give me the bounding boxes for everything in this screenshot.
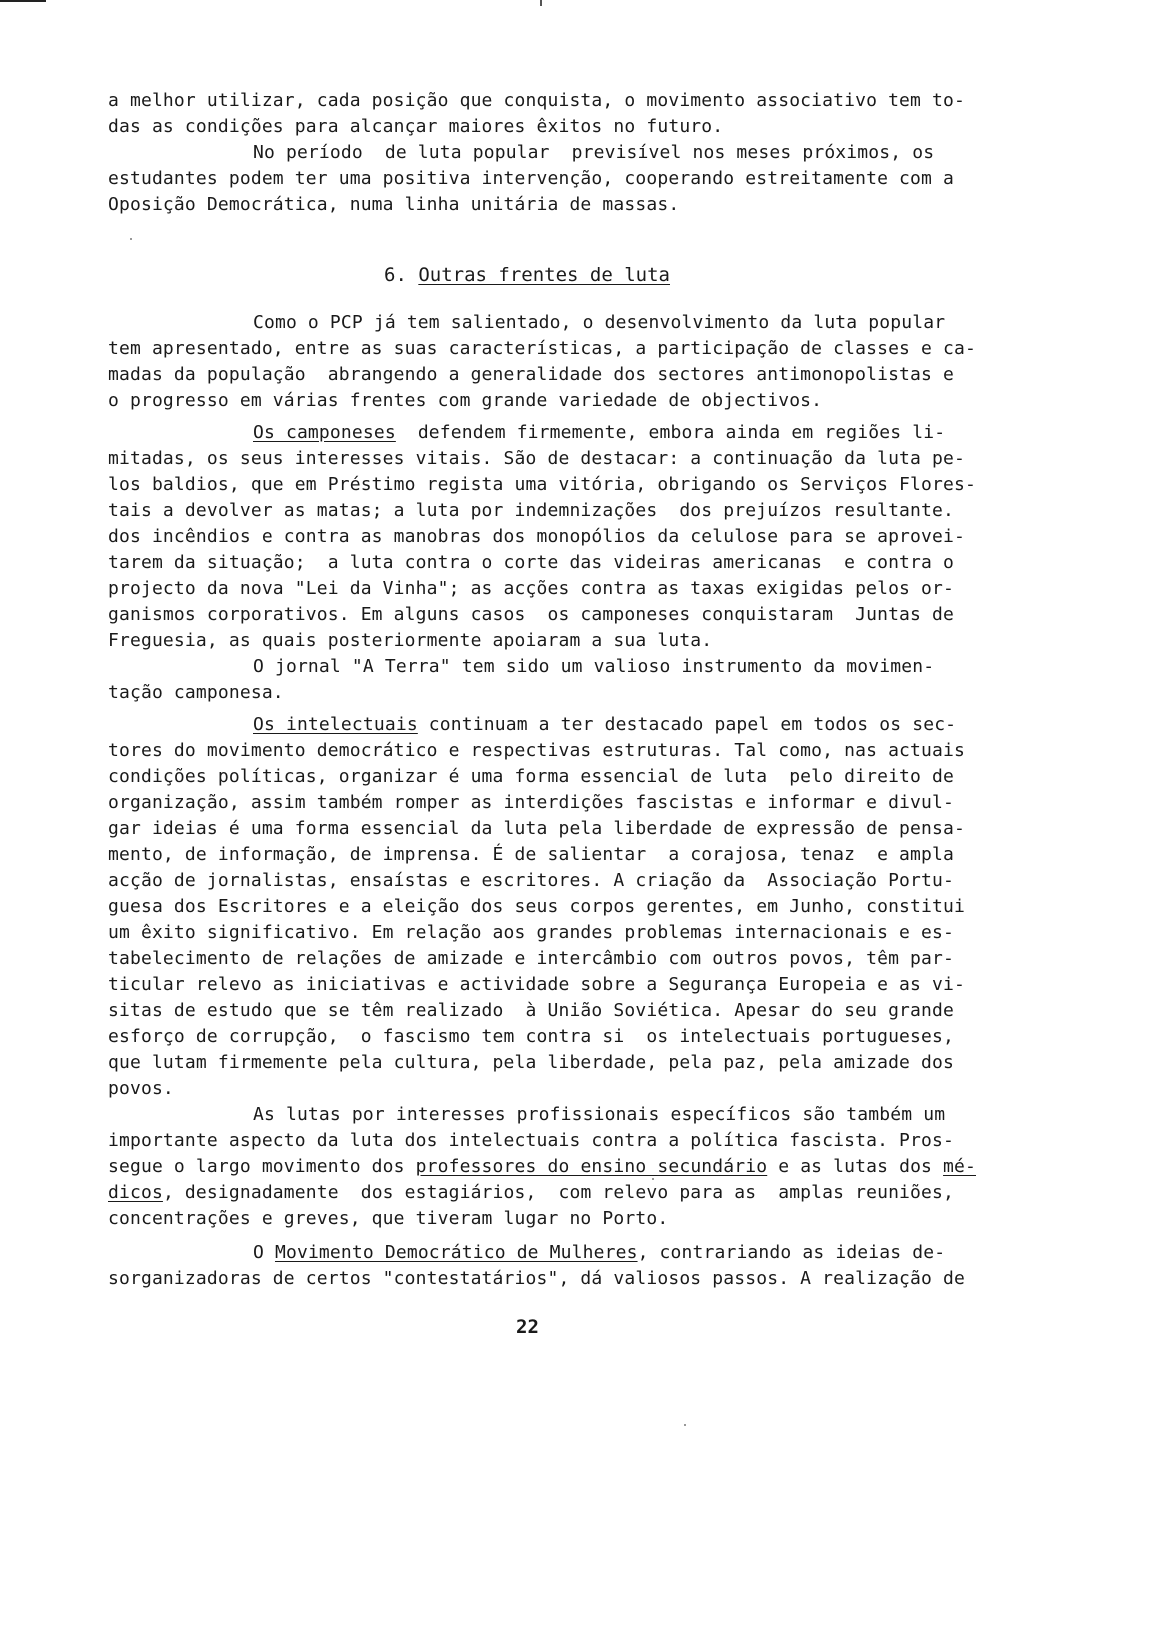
scan-speck (684, 1424, 686, 1426)
text-run: segue o largo movimento dos (108, 1156, 416, 1177)
paragraph-line: Oposição Democrática, numa linha unitária de massas. (108, 194, 680, 215)
paragraph-line: povos. (108, 1078, 174, 1099)
paragraph-line: Freguesia, as quais posteriormente apoiaram a sua luta. (108, 630, 713, 651)
paragraph-line: organização, assim também romper as interdições fascistas e informar e divul- (108, 792, 954, 813)
paragraph-line (253, 420, 968, 446)
paragraph-line: esforço de corrupção, o fascismo tem contra si os intelectuais portugueses, (108, 1026, 954, 1047)
paragraph-line: ticular relevo as iniciativas e actividade sobre a Segurança Europeia e as vi- (108, 974, 965, 995)
paragraph-line: No período de luta popular previsível nos meses próximos, os (253, 142, 935, 163)
paragraph-line: a melhor utilizar, cada posição que conquista, o movimento associativo tem to- (108, 90, 965, 111)
paragraph-line: estudantes podem ter uma positiva intervenção, cooperando estreitamente com a (108, 168, 954, 189)
paragraph-line (108, 1154, 976, 1180)
paragraph-line: madas da população abrangendo a generalidade dos sectores antimonopolistas e (108, 364, 954, 385)
paragraph-line: o progresso em várias frentes com grande variedade de objectivos. (108, 390, 823, 411)
paragraph-line: sorganizadoras de certos "contestatários", dá valiosos passos. A realização de (108, 1268, 965, 1289)
paragraph-line: projecto da nova "Lei da Vinha"; as acções contra as taxas exigidas pelos or- (108, 578, 954, 599)
underlined-term: mé- (943, 1156, 976, 1177)
paragraph-line: tores do movimento democrático e respectivas estruturas. Tal como, nas actuais (108, 740, 965, 761)
text-run: , designadamente dos estagiários, com relevo para as amplas reuniões, (162, 1182, 954, 1203)
section-title: Outras frentes de luta (418, 264, 670, 286)
paragraph-line: O jornal "A Terra" tem sido um valioso instrumento da movimen- (253, 656, 935, 677)
text-run: , contrariando as ideias de- (637, 1242, 946, 1263)
text-run: e as lutas dos (767, 1156, 944, 1177)
paragraph-line: guesa dos Escritores e a eleição dos seus corpos gerentes, em Junho, constitui (108, 896, 965, 917)
paragraph-line: que lutam firmemente pela cultura, pela liberdade, pela paz, pela amizade dos (108, 1052, 954, 1073)
paragraph-line: tação camponesa. (108, 682, 284, 703)
scan-edge-mark (540, 0, 542, 6)
paragraph-line: um êxito significativo. Em relação aos grandes problemas internacionais e es- (108, 922, 954, 943)
underlined-term: Os intelectuais (253, 714, 418, 735)
paragraph-line: dos incêndios e contra as manobras dos monopólios da celulose para se aprovei- (108, 526, 965, 547)
text-run: O (253, 1242, 275, 1263)
paragraph-line: mento, de informação, de imprensa. É de salientar a corajosa, tenaz e ampla (108, 844, 954, 865)
paragraph-line: sitas de estudo que se têm realizado à União Soviética. Apesar do seu grande (108, 1000, 954, 1021)
section-heading (384, 262, 670, 288)
paragraph-line: Como o PCP já tem salientado, o desenvolvimento da luta popular (253, 312, 946, 333)
underlined-term: dicos (108, 1182, 163, 1203)
paragraph-line: concentrações e greves, que tiveram lugar no Porto. (108, 1208, 669, 1229)
underlined-term: professores do ensino secundário (415, 1156, 768, 1177)
paragraph-line: tabelecimento de relações de amizade e intercâmbio com outros povos, têm par- (108, 948, 954, 969)
underlined-term: Movimento Democrático de Mulheres (274, 1242, 638, 1263)
section-number: 6. (384, 264, 419, 286)
paragraph-line: acção de jornalistas, ensaístas e escritores. A criação da Associação Portu- (108, 870, 954, 891)
underlined-term: Os camponeses (253, 422, 396, 443)
paragraph-line: tais a devolver as matas; a luta por indemnizações dos prejuízos resultante. (108, 500, 954, 521)
paragraph-line: tem apresentado, entre as suas características, a participação de classes e ca- (108, 338, 976, 359)
paragraph-line: ganismos corporativos. Em alguns casos os camponeses conquistaram Juntas de (108, 604, 954, 625)
text-run: continuam a ter destacado papel em todos os sec- (417, 714, 957, 735)
paragraph-line (108, 1180, 968, 1206)
paragraph-line: los baldios, que em Préstimo regista uma vitória, obrigando os Serviços Flores- (108, 474, 976, 495)
paragraph-line (253, 712, 968, 738)
text-run: defendem firmemente, embora ainda em regiões li- (395, 422, 946, 443)
paragraph-line: mitadas, os seus interesses vitais. São de destacar: a continuação da luta pe- (108, 448, 965, 469)
page-number: 22 (516, 1316, 539, 1338)
paragraph-line: das as condições para alcançar maiores êxitos no futuro. (108, 116, 724, 137)
scan-speck (130, 238, 132, 240)
paragraph-line: As lutas por interesses profissionais específicos são também um (253, 1104, 946, 1125)
paragraph-line: condições políticas, organizar é uma forma essencial de luta pelo direito de (108, 766, 954, 787)
paragraph-line: tarem da situação; a luta contra o corte das videiras americanas e contra o (108, 552, 954, 573)
paragraph-line: gar ideias é uma forma essencial da luta pela liberdade de expressão de pensa- (108, 818, 965, 839)
scan-edge-mark (0, 0, 46, 2)
paragraph-line: importante aspecto da luta dos intelectuais contra a política fascista. Pros- (108, 1130, 954, 1151)
paragraph-line (253, 1240, 968, 1266)
